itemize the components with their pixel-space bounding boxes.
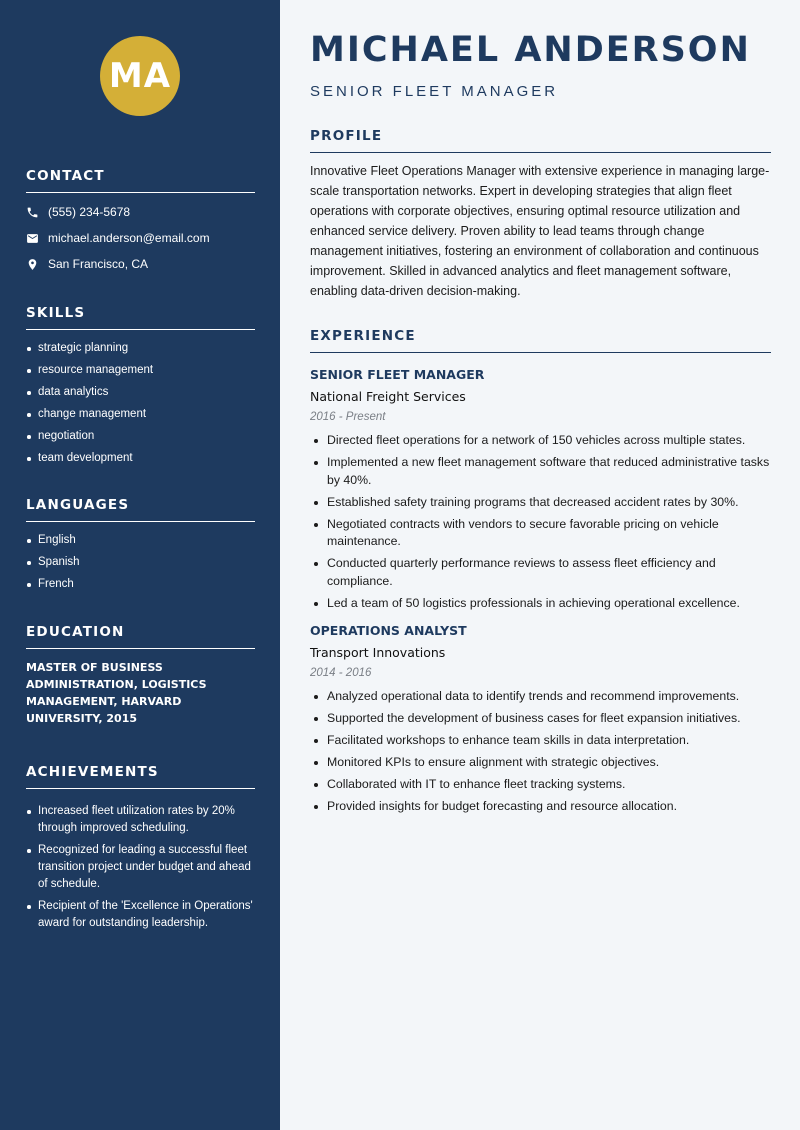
- duty-item: Analyzed operational data to identify trends and recommend improvements.: [310, 688, 771, 706]
- phone-icon: [26, 206, 39, 219]
- contact-section: [26, 168, 255, 277]
- skill-item: resource management: [26, 362, 255, 379]
- achievement-item: Increased fleet utilization rates by 20% through improved scheduling.: [26, 803, 255, 837]
- achievements-list: [26, 803, 255, 932]
- sidebar: [0, 0, 280, 1130]
- experience-section: [310, 328, 771, 820]
- job-entry: [310, 367, 771, 612]
- profile-text: Innovative Fleet Operations Manager with extensive experience in managing large-scale transportation networks. Expert in developing strategies that align fleet operations with corporate objectives, ensuring optimal resource utilization and enhanced service delivery. Proven ability to lead teams through change management initiatives, fostering an environment of collaboration and continuous improvement. Skilled in advanced analytics and fleet management software, enabling data-driven decision-making.: [310, 164, 770, 298]
- profile-heading: PROFILE: [310, 128, 771, 153]
- duty-item: Directed fleet operations for a network of 150 vehicles across multiple states.: [310, 432, 771, 450]
- duty-item: Led a team of 50 logistics professionals in achieving operational excellence.: [310, 595, 771, 613]
- achievements-heading: ACHIEVEMENTS: [26, 764, 255, 789]
- duty-item: Collaborated with IT to enhance fleet tracking systems.: [310, 776, 771, 794]
- duty-item: Implemented a new fleet management software that reduced administrative tasks by 40%.: [310, 454, 771, 489]
- skill-item: change management: [26, 406, 255, 423]
- avatar: MA: [100, 36, 180, 116]
- contact-phone: [26, 199, 255, 225]
- skill-item: strategic planning: [26, 340, 255, 357]
- skills-heading: SKILLS: [26, 305, 255, 330]
- skill-item: team development: [26, 450, 255, 467]
- achievement-item: Recognized for leading a successful fleet transition project under budget and ahead of schedule.: [26, 842, 255, 893]
- education-entry: MASTER OF BUSINESS ADMINISTRATION, LOGISTICS MANAGEMENT, HARVARD UNIVERSITY, 2015: [26, 661, 207, 725]
- duty-item: Provided insights for budget forecasting and resource allocation.: [310, 798, 771, 816]
- education-section: [26, 624, 255, 727]
- duty-item: Supported the development of business cases for fleet expansion initiatives.: [310, 710, 771, 728]
- location-text: San Francisco, CA: [48, 257, 149, 271]
- duty-item: Negotiated contracts with vendors to secure favorable pricing on vehicle maintenance.: [310, 516, 771, 551]
- profile-section: [310, 128, 771, 314]
- languages-section: [26, 497, 255, 598]
- job-dates: 2016 - Present: [310, 411, 386, 423]
- job-dates: 2014 - 2016: [310, 667, 372, 679]
- language-item: Spanish: [26, 554, 255, 571]
- company-name: National Freight Services: [310, 389, 466, 404]
- languages-heading: LANGUAGES: [26, 497, 255, 522]
- duty-item: Facilitated workshops to enhance team skills in data interpretation.: [310, 732, 771, 750]
- achievement-item: Recipient of the 'Excellence in Operations' award for outstanding leadership.: [26, 898, 255, 932]
- full-name: MICHAEL ANDERSON: [310, 30, 751, 70]
- duty-item: Conducted quarterly performance reviews to assess fleet efficiency and compliance.: [310, 555, 771, 590]
- phone-text: (555) 234-5678: [48, 205, 131, 219]
- email-text: michael.anderson@email.com: [48, 231, 210, 245]
- language-item: French: [26, 576, 255, 593]
- skills-section: [26, 305, 255, 472]
- experience-heading: EXPERIENCE: [310, 328, 771, 353]
- job-duties: [310, 688, 771, 816]
- job-duties: [310, 432, 771, 612]
- job-title: OPERATIONS ANALYST: [310, 623, 467, 638]
- contact-email: [26, 225, 255, 251]
- contact-heading: CONTACT: [26, 168, 255, 193]
- job-entry: [310, 623, 771, 816]
- duty-item: Established safety training programs that decreased accident rates by 30%.: [310, 494, 771, 512]
- skill-item: data analytics: [26, 384, 255, 401]
- email-icon: [26, 232, 39, 245]
- education-heading: EDUCATION: [26, 624, 255, 649]
- skills-list: [26, 340, 255, 467]
- job-title: SENIOR FLEET MANAGER: [310, 367, 485, 382]
- language-item: English: [26, 532, 255, 549]
- location-pin-icon: [26, 258, 39, 271]
- company-name: Transport Innovations: [310, 645, 446, 660]
- achievements-section: [26, 764, 255, 937]
- skill-item: negotiation: [26, 428, 255, 445]
- duty-item: Monitored KPIs to ensure alignment with strategic objectives.: [310, 754, 771, 772]
- job-title-header: SENIOR FLEET MANAGER: [310, 83, 559, 100]
- languages-list: [26, 532, 255, 593]
- contact-location: [26, 251, 255, 277]
